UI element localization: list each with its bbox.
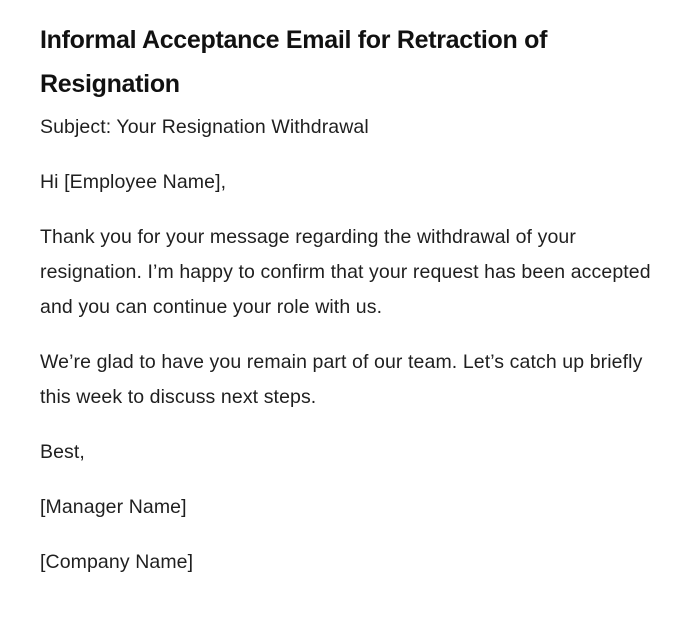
email-body-paragraph: Thank you for your message regarding the withdrawal of your resignation. I’m happy to confirm that your request has been accepted and you can continue your role with us.: [40, 226, 651, 318]
email-body-paragraph: We’re glad to have you remain part of our team. Let’s catch up briefly this week to discuss next steps.: [40, 351, 643, 408]
email-subject: Subject: Your Resignation Withdrawal: [40, 116, 369, 138]
signature-manager-name: [Manager Name]: [40, 496, 187, 518]
signature-company-name: [Company Name]: [40, 551, 194, 573]
email-closing: Best,: [40, 441, 85, 463]
document-title: Informal Acceptance Email for Retraction of Resignation: [40, 26, 548, 98]
email-greeting: Hi [Employee Name],: [40, 171, 227, 193]
email-document: [40, 18, 660, 580]
